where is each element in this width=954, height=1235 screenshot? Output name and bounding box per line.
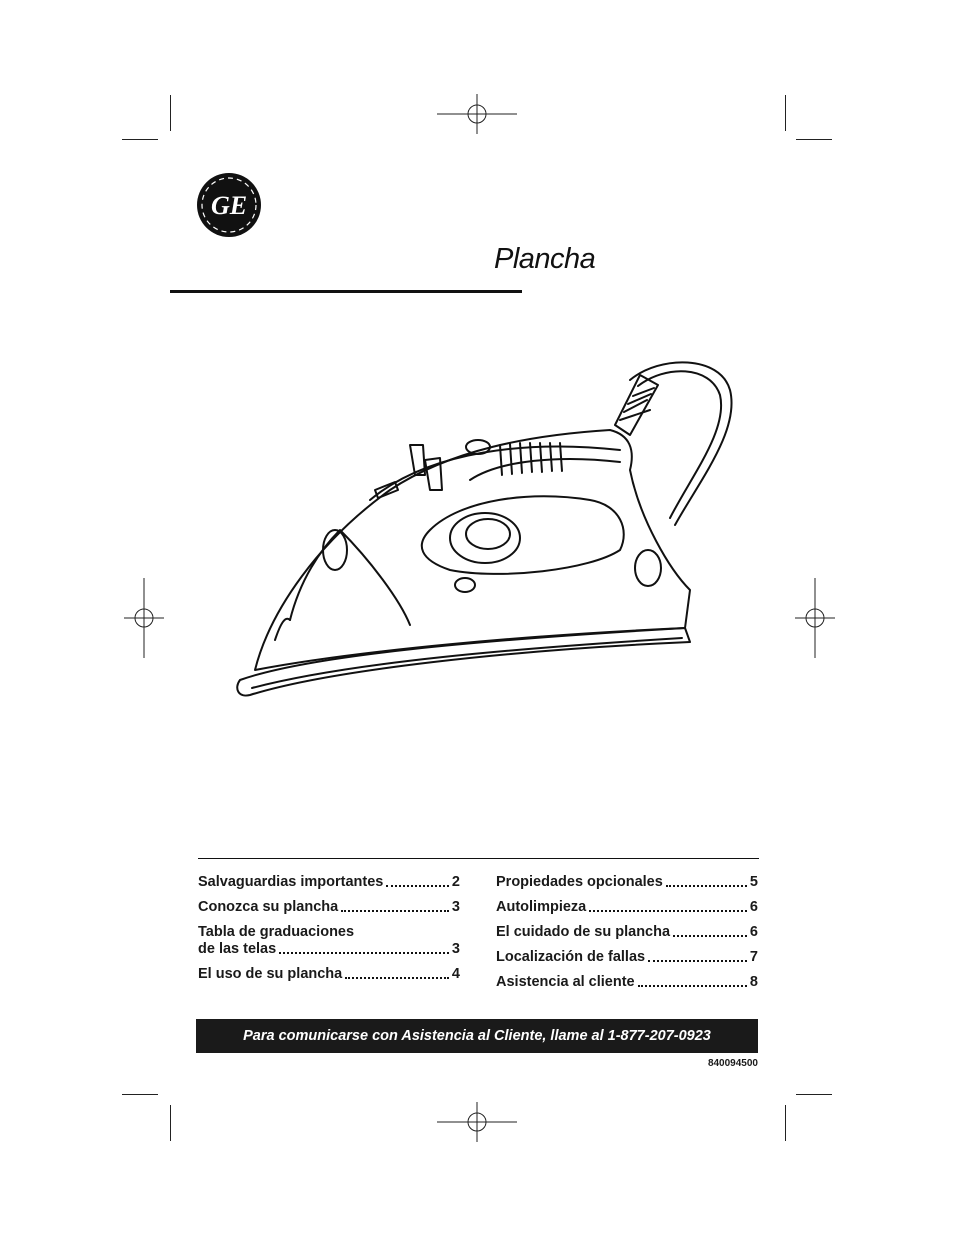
toc-entry[interactable]	[198, 874, 460, 891]
toc-label: Tabla de graduaciones	[198, 924, 355, 940]
toc-label: El cuidado de su plancha	[496, 924, 671, 940]
toc-page: 7	[749, 949, 758, 965]
toc-divider	[198, 858, 759, 859]
registration-mark-icon	[437, 94, 517, 134]
toc-entry[interactable]	[198, 899, 460, 916]
toc-entry[interactable]	[496, 974, 758, 991]
registration-mark-icon	[124, 578, 164, 658]
toc-page: 5	[749, 874, 758, 890]
toc-leader	[638, 985, 747, 987]
page-title: Plancha	[494, 243, 596, 275]
steam-iron-illustration-icon	[230, 350, 740, 710]
toc-leader	[673, 935, 747, 937]
toc-label: Conozca su plancha	[198, 899, 339, 915]
toc-page: 3	[451, 941, 460, 957]
toc-page: 8	[749, 974, 758, 990]
toc-leader	[341, 910, 449, 912]
registration-mark-icon	[437, 1102, 517, 1142]
toc-left-column	[198, 874, 460, 991]
toc-leader	[666, 885, 747, 887]
toc-label: Localización de fallas	[496, 949, 646, 965]
toc-entry[interactable]	[198, 966, 460, 983]
toc-label: Salvaguardias importantes	[198, 874, 384, 890]
registration-mark-icon	[795, 578, 835, 658]
crop-mark	[170, 1105, 171, 1141]
toc-leader	[279, 952, 449, 954]
toc-entry[interactable]	[496, 924, 758, 941]
toc-page: 6	[749, 899, 758, 915]
toc-entry-continuation	[198, 941, 460, 958]
toc-page: 4	[451, 966, 460, 982]
toc-entry[interactable]	[496, 874, 758, 891]
toc-label: Autolimpieza	[496, 899, 587, 915]
toc-leader	[589, 910, 747, 912]
toc-page: 2	[451, 874, 460, 890]
logo-text: GE	[210, 191, 248, 220]
toc-entry[interactable]	[496, 899, 758, 916]
title-divider	[170, 290, 522, 293]
part-number: 840094500	[707, 1058, 758, 1069]
toc-entry[interactable]	[496, 949, 758, 966]
toc-page: 3	[451, 899, 460, 915]
toc-leader	[345, 977, 449, 979]
toc-right-column	[496, 874, 758, 999]
crop-mark	[122, 1094, 158, 1095]
toc-label: Propiedades opcionales	[496, 874, 663, 890]
crop-mark	[785, 1105, 786, 1141]
toc-leader	[648, 960, 747, 962]
crop-mark	[796, 139, 832, 140]
customer-service-banner: Para comunicarse con Asistencia al Cliente, llame al 1-877-207-0923	[196, 1019, 758, 1053]
toc-label: Asistencia al cliente	[496, 974, 635, 990]
toc-page: 6	[749, 924, 758, 940]
crop-mark	[796, 1094, 832, 1095]
toc-leader	[386, 885, 449, 887]
toc-label: El uso de su plancha	[198, 966, 343, 982]
toc-label: de las telas	[198, 941, 277, 957]
crop-mark	[785, 95, 786, 131]
toc-entry[interactable]	[198, 924, 460, 958]
crop-mark	[122, 139, 158, 140]
ge-logo-icon	[196, 172, 262, 238]
crop-mark	[170, 95, 171, 131]
